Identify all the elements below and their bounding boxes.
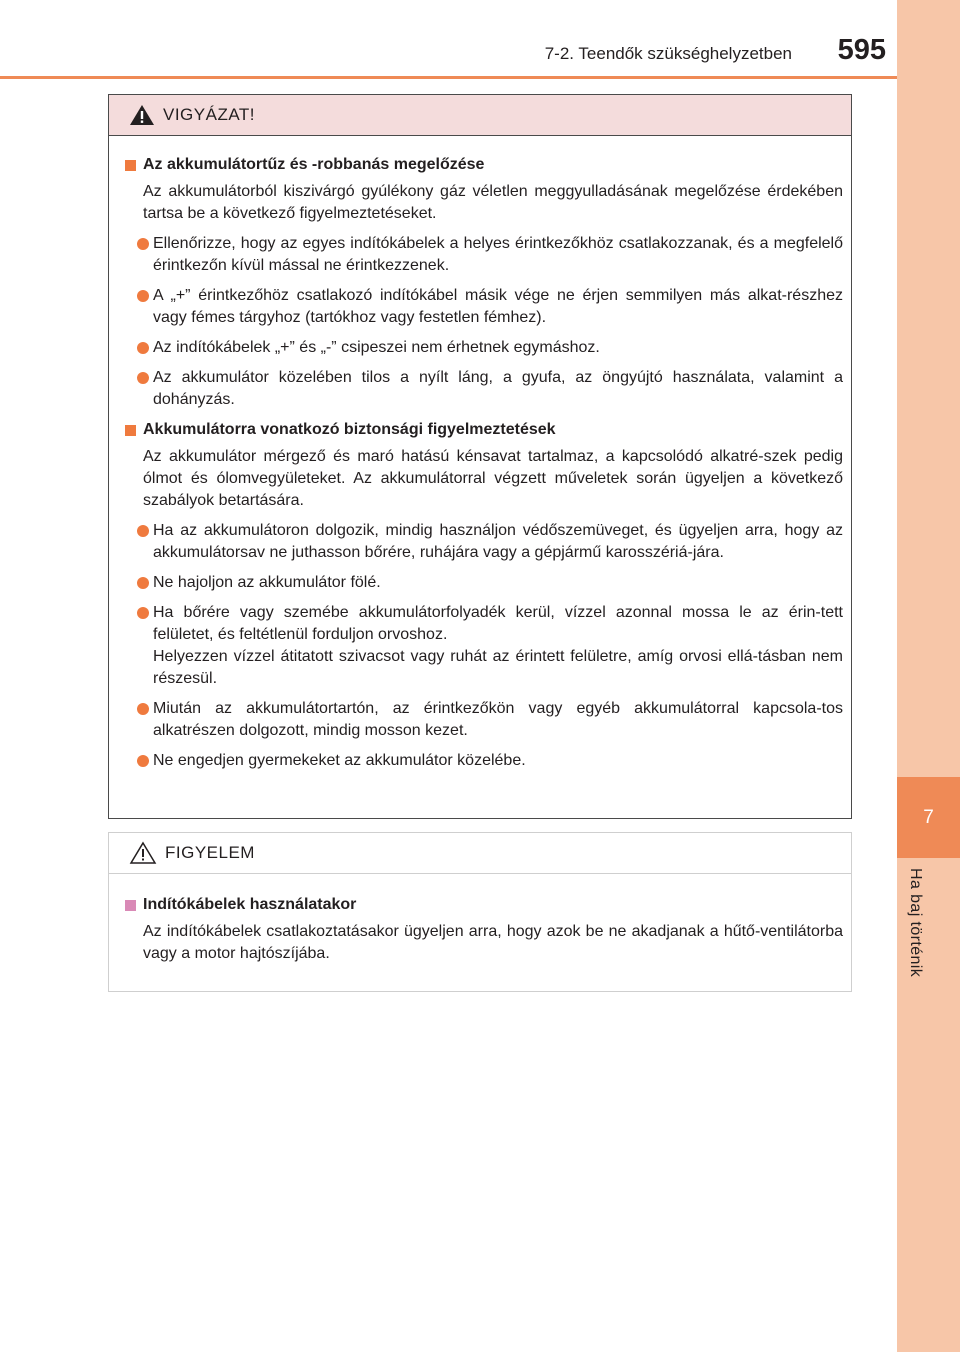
square-bullet-icon [125,425,136,436]
list-item: Ne engedjen gyermekeket az akkumulátor közelébe. [119,750,843,772]
bullet-dot-icon [137,755,149,767]
notice-body [109,874,851,965]
bullet-dot-icon [137,290,149,302]
list-item: A „+” érintkezőhöz csatlakozó indítókábel másik vége ne érjen semmilyen más alkat-részhez vagy fémes tárgyhoz (tartókhoz vagy festetlen fémhez). [119,285,843,329]
section-heading: Akkumulátorra vonatkozó biztonsági figyelmeztetések [119,419,843,441]
bullet-dot-icon [137,607,149,619]
section-intro: Az akkumulátorból kiszivárgó gyúlékony gáz véletlen meggyulladásának megelőzése érdekében tartsa be a következő figyelmeztetéseket. [143,183,843,222]
warning-icon [129,104,155,126]
warning-header [109,95,851,136]
warning-box [108,94,852,819]
square-bullet-icon [125,160,136,171]
notice-title: FIGYELEM [165,843,255,862]
list-item: Miután az akkumulátortartón, az érintkezőkön vagy egyéb akkumulátorral kapcsola-tos alkatrészen dolgozott, mindig mosson kezet. [119,698,843,742]
list-item-extra: Helyezzen vízzel átitatott szivacsot vagy ruhát az érintett felületre, amíg orvosi ellá-tásban nem részesül. [153,648,843,687]
list-item: Az akkumulátor közelében tilos a nyílt láng, a gyufa, az öngyújtó használata, valamint a dohányzás. [119,367,843,411]
chapter-number: 7 [923,806,934,828]
warning-title: VIGYÁZAT! [163,105,256,124]
page-number: 595 [837,34,886,66]
section-title: 7-2. Teendők szükséghelyzetben [544,44,792,63]
section-intro: Az indítókábelek csatlakoztatásakor ügyeljen arra, hogy azok be ne akadjanak a hűtő-ventilátorba vagy a motor hajtószíjába. [143,923,843,962]
bullet-dot-icon [137,525,149,537]
section-intro: Az akkumulátor mérgező és maró hatású kénsavat tartalmaz, a kapcsolódó alkatré-szek pedig ólmot és ólomvegyületeket. Az akkumulátorral végzett műveletek során ügyeljen a következő szabályok betartására. [143,448,843,509]
caution-outline-icon [129,841,157,865]
list-item: Ne hajoljon az akkumulátor fölé. [119,572,843,594]
bullet-dot-icon [137,342,149,354]
bullet-dot-icon [137,372,149,384]
list-item: Ha az akkumulátoron dolgozik, mindig használjon védőszemüveget, és ügyeljen arra, hogy az akkumulátorsav ne juthasson bőrére, ruhájára vagy a gépjármű karosszériá-jára. [119,520,843,564]
bullet-dot-icon [137,577,149,589]
chapter-tab[interactable] [897,777,960,858]
chapter-title: Ha baj történik [907,868,924,978]
notice-header [109,833,851,874]
square-bullet-icon [125,900,136,911]
side-band [897,0,960,1352]
section-heading: Az akkumulátortűz és -robbanás megelőzése [119,154,843,176]
warning-body [109,136,851,772]
bullet-dot-icon [137,238,149,250]
section-heading: Indítókábelek használatakor [119,894,843,916]
bullet-dot-icon [137,703,149,715]
notice-box [108,832,852,992]
list-item: Ha bőrére vagy szemébe akkumulátorfolyadék kerül, vízzel azonnal mossa le az érin-tett felületet, és feltétlenül forduljon orvoshoz. Helyezzen vízzel átitatott szivacsot vagy ruhát az érintett felületre, amíg orvosi ellá-tásban nem részesül. [119,602,843,690]
list-item: Az indítókábelek „+” és „-” csipeszei nem érhetnek egymáshoz. [119,337,843,359]
header-rule [0,76,897,79]
list-item: Ellenőrizze, hogy az egyes indítókábelek a helyes érintkezőkhöz csatlakozzanak, és a megfelelő érintkezőn kívül mással ne érintkezzenek. [119,233,843,277]
